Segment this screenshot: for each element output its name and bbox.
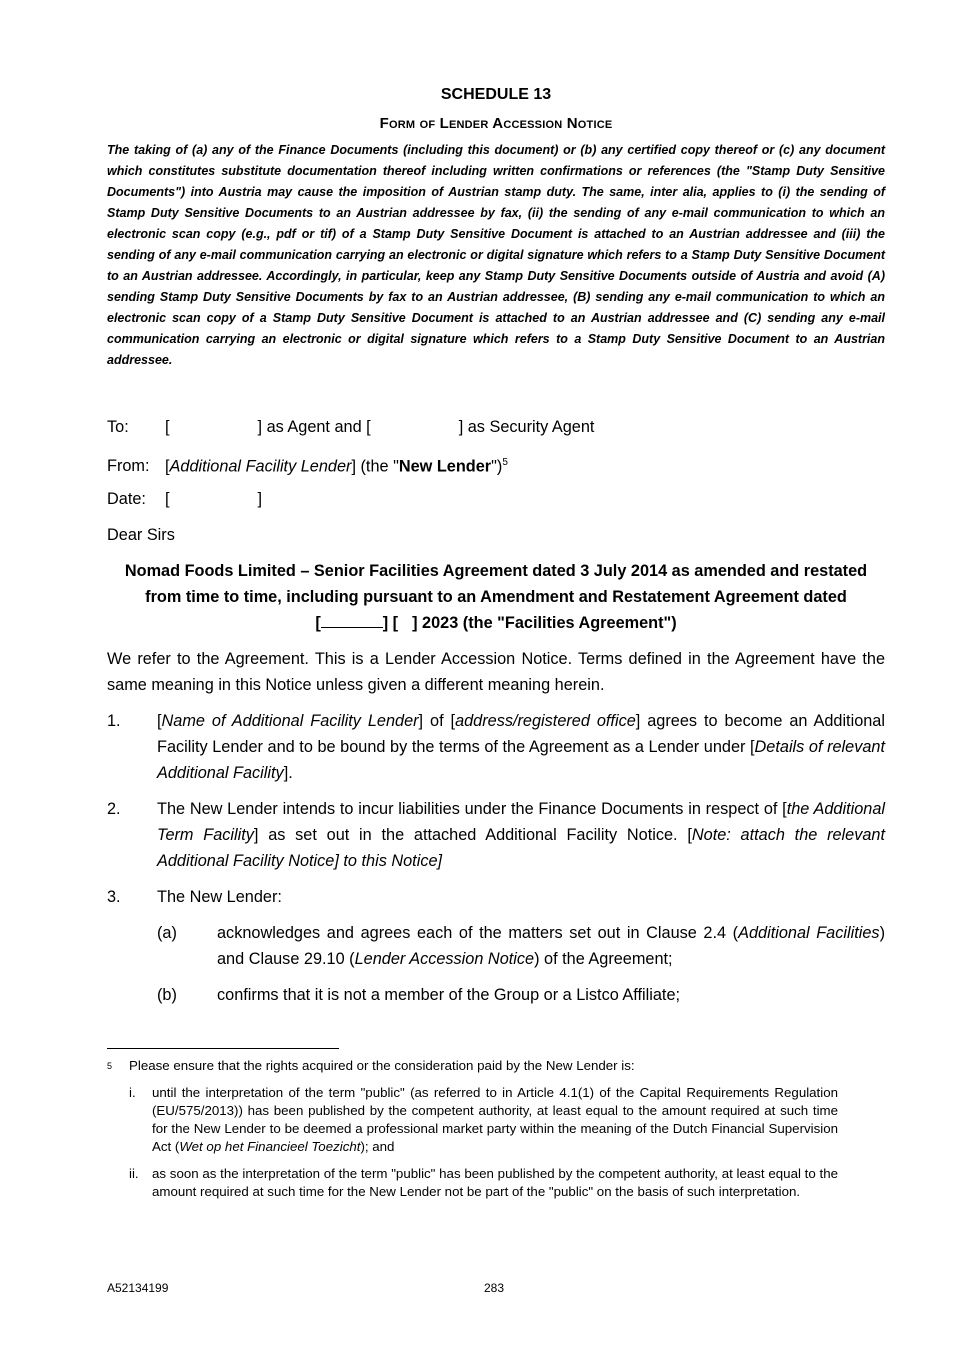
clause-2-number: 2. <box>107 800 121 818</box>
footnote-item-i-text: until the interpretation of the term "public" (as referred to in Article 4.1(1) of the Capital Requirements Regulation (EU/575/2013)) has been published by the competent authority, at least equal to the amount required at such time for the New Lender to be deemed a professional market party within the meaning of the Dutch Financial Supervision Act (Wet op het Financieel Toezicht); and <box>152 1085 838 1154</box>
new-lender-defined-term: New Lender <box>398 457 492 476</box>
date-blank <box>321 611 383 628</box>
footnote-item-ii-number: ii. <box>129 1166 139 1181</box>
footnote-item-ii-text: as soon as the interpretation of the term "public" has been published by the competent authority, at least equal to the amount required at such time for the New Lender not be part of the "public" on the basis of such interpretation. <box>152 1166 838 1199</box>
footnote-item-i-number: i. <box>129 1085 136 1100</box>
footnote-reference: 5 <box>502 457 508 468</box>
agreement-heading <box>107 558 885 636</box>
clause-3-number: 3. <box>107 888 121 906</box>
subclause-a-text: acknowledges and agrees each of the matters set out in Clause 2.4 (Additional Facilities) and Clause 29.10 (Lender Accession Notice) of the Agreement; <box>217 924 885 968</box>
footnote-marker: 5 <box>107 1061 113 1071</box>
heading-line-2: from time to time, including pursuant to an Amendment and Restatement Agreement dated <box>145 588 847 606</box>
footnote-divider <box>107 1048 339 1049</box>
to-line <box>107 414 594 440</box>
date-label: Date: <box>107 490 146 508</box>
subclause-b-text: confirms that it is not a member of the Group or a Listco Affiliate; <box>217 986 681 1004</box>
austrian-stamp-duty-warning: The taking of (a) any of the Finance Documents (including this document) or (b) any certified copy thereof or (c) any document which constitutes substitute documentation thereof including written confirmations or references (the "Stamp Duty Sensitive Documents") into Austria may cause the imposition of Austrian stamp duty. The same, inter alia, applies to (i) the sending of Stamp Duty Sensitive Documents to an Austrian addressee by fax, (ii) the sending of any e-mail communication to which an electronic scan copy (e.g., pdf or tif) of a Stamp Duty Sensitive Document is attached to an Austrian addressee and (iii) the sending of any e-mail communication carrying an electronic or digital signature which refers to a Stamp Duty Sensitive Document to an Austrian addressee. Accordingly, in particular, keep any Stamp Duty Sensitive Documents outside of Austria and avoid (A) sending Stamp Duty Sensitive Documents by fax to an Austrian addressee, (B) sending any e-mail communication to which an electronic scan copy of a Stamp Duty Sensitive Document is attached to an Austrian addressee and (C) sending any e-mail communication carrying an electronic or digital signature which refers to a Stamp Duty Sensitive Document to an Austrian addressee. <box>107 143 885 367</box>
to-security-agent-text: ] as Security Agent <box>458 418 595 436</box>
clause-3-text: The New Lender: <box>157 888 282 906</box>
from-line: From: [Additional Facility Lender] (the "New Lender")$^5$ <box>107 450 508 479</box>
date-line: Date: [ ] <box>107 486 262 512</box>
heading-line-3: [ ] [ ] 2023 (the "Facilities Agreement") <box>107 610 885 636</box>
clause-1-text: [Name of Additional Facility Lender] of [address/registered office] agrees to become an Additional Facility Lender and to be bound by the terms of the Agreement as a Lender under [Details of relevant Additional Facility]. <box>157 712 885 782</box>
to-bracket-open: [ <box>165 418 170 436</box>
subclause-b-label: (b) <box>157 986 177 1004</box>
to-label: To: <box>107 418 129 436</box>
to-agent-text: ] as Agent and [ <box>257 418 371 436</box>
from-label: From: <box>107 457 150 476</box>
heading-line-1: Nomad Foods Limited – Senior Facilities Agreement dated 3 July 2014 as amended and restated <box>124 562 868 580</box>
footnote-intro: Please ensure that the rights acquired or the consideration paid by the New Lender is: <box>129 1058 635 1073</box>
page-number: 283 <box>484 1281 505 1295</box>
intro-paragraph: We refer to the Agreement. This is a Lender Accession Notice. Terms defined in the Agreement have the same meaning in this Notice unless given a different meaning herein. <box>107 650 885 694</box>
clause-1-number: 1. <box>107 712 121 730</box>
document-reference: A52134199 <box>107 1281 169 1295</box>
subclause-a-label: (a) <box>157 924 177 942</box>
form-subtitle: Form of Lender Accession Notice <box>379 115 613 132</box>
clause-2-text: The New Lender intends to incur liabilities under the Finance Documents in respect of [the Additional Term Facility] as set out in the attached Additional Facility Notice. [Note: attach the relevant Additional Facility Notice] to this Notice] <box>157 800 885 870</box>
salutation: Dear Sirs <box>107 526 175 544</box>
from-lender-placeholder: Additional Facility Lender <box>169 457 352 476</box>
schedule-title: SCHEDULE 13 <box>440 86 552 103</box>
